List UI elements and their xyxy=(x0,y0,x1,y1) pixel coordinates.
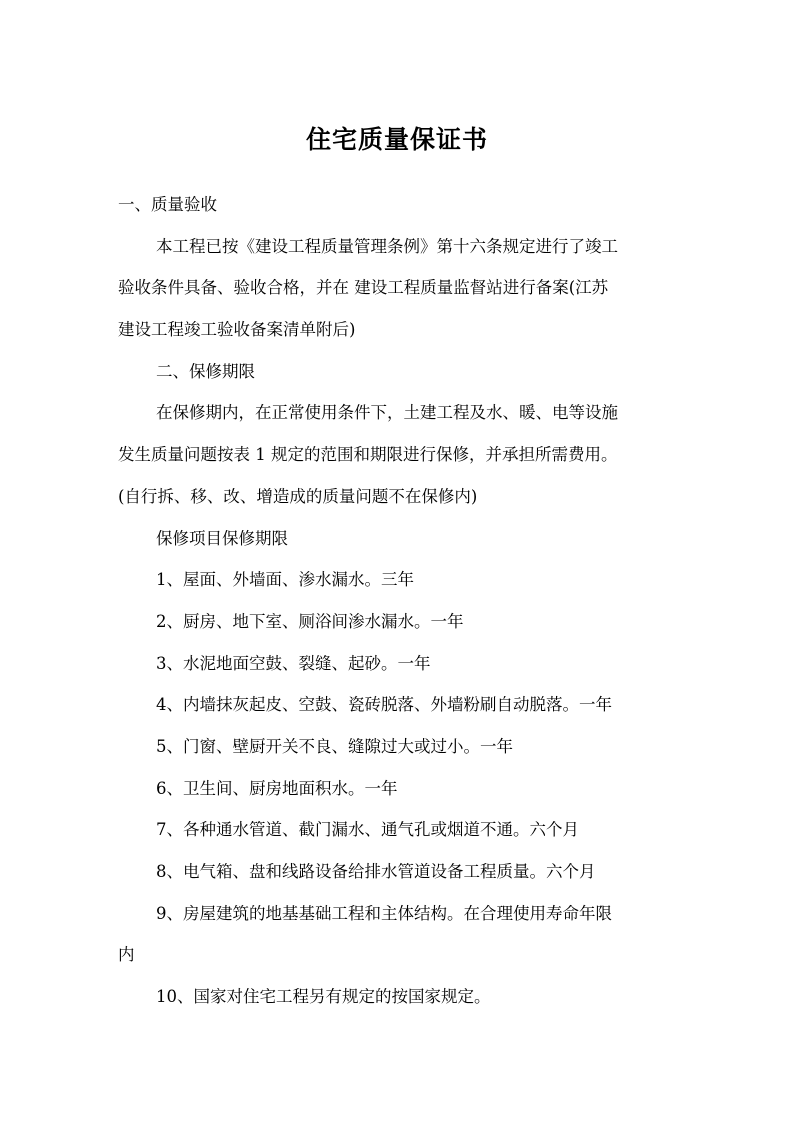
text-line: 4、内墙抹灰起皮、空鼓、瓷砖脱落、外墙粉刷自动脱落。一年 xyxy=(156,695,612,715)
document-title: 住宅质量保证书 xyxy=(305,125,488,154)
text-line: 10、国家对住宅工程另有规定的按国家规定。 xyxy=(156,987,491,1007)
text-line: 6、卫生间、厨房地面积水。一年 xyxy=(156,778,398,798)
text-line: 2、厨房、地下室、厕浴间渗水漏水。一年 xyxy=(156,611,464,631)
text-line: 在保修期内，在正常使用条件下，土建工程及水、暖、电等设施 xyxy=(156,403,618,423)
text-line: 保修项目保修期限 xyxy=(156,528,288,548)
text-line: 1、屋面、外墙面、渗水漏水。三年 xyxy=(156,570,414,590)
document-body xyxy=(118,184,690,1018)
text-line: 一、质量验收 xyxy=(118,195,217,214)
text-line: 8、电气箱、盘和线路设备给排水管道设备工程质量。六个月 xyxy=(156,862,596,881)
text-line: (自行拆、移、改、增造成的质量问题不在保修内) xyxy=(118,486,478,506)
text-line: 内 xyxy=(118,945,135,965)
text-line: 验收条件具备、验收合格，并在 建设工程质量监督站进行备案(江苏 xyxy=(118,278,609,298)
text-line: 9、房屋建筑的地基基础工程和主体结构。在合理使用寿命年限 xyxy=(156,903,612,923)
text-line: 建设工程竣工验收备案清单附后) xyxy=(118,320,356,340)
text-line: 本工程已按《建设工程质量管理条例》第十六条规定进行了竣工 xyxy=(156,236,618,256)
text-line: 7、各种通水管道、截门漏水、通气孔或烟道不通。六个月 xyxy=(156,820,579,840)
text-line: 5、门窗、壁厨开关不良、缝隙过大或过小。一年 xyxy=(156,736,513,756)
text-line: 3、水泥地面空鼓、裂缝、起砂。一年 xyxy=(156,653,431,673)
text-line: 二、保修期限 xyxy=(156,361,255,381)
text-line: 发生质量问题按表 1 规定的范围和期限进行保修，并承担所需费用。 xyxy=(118,445,618,465)
